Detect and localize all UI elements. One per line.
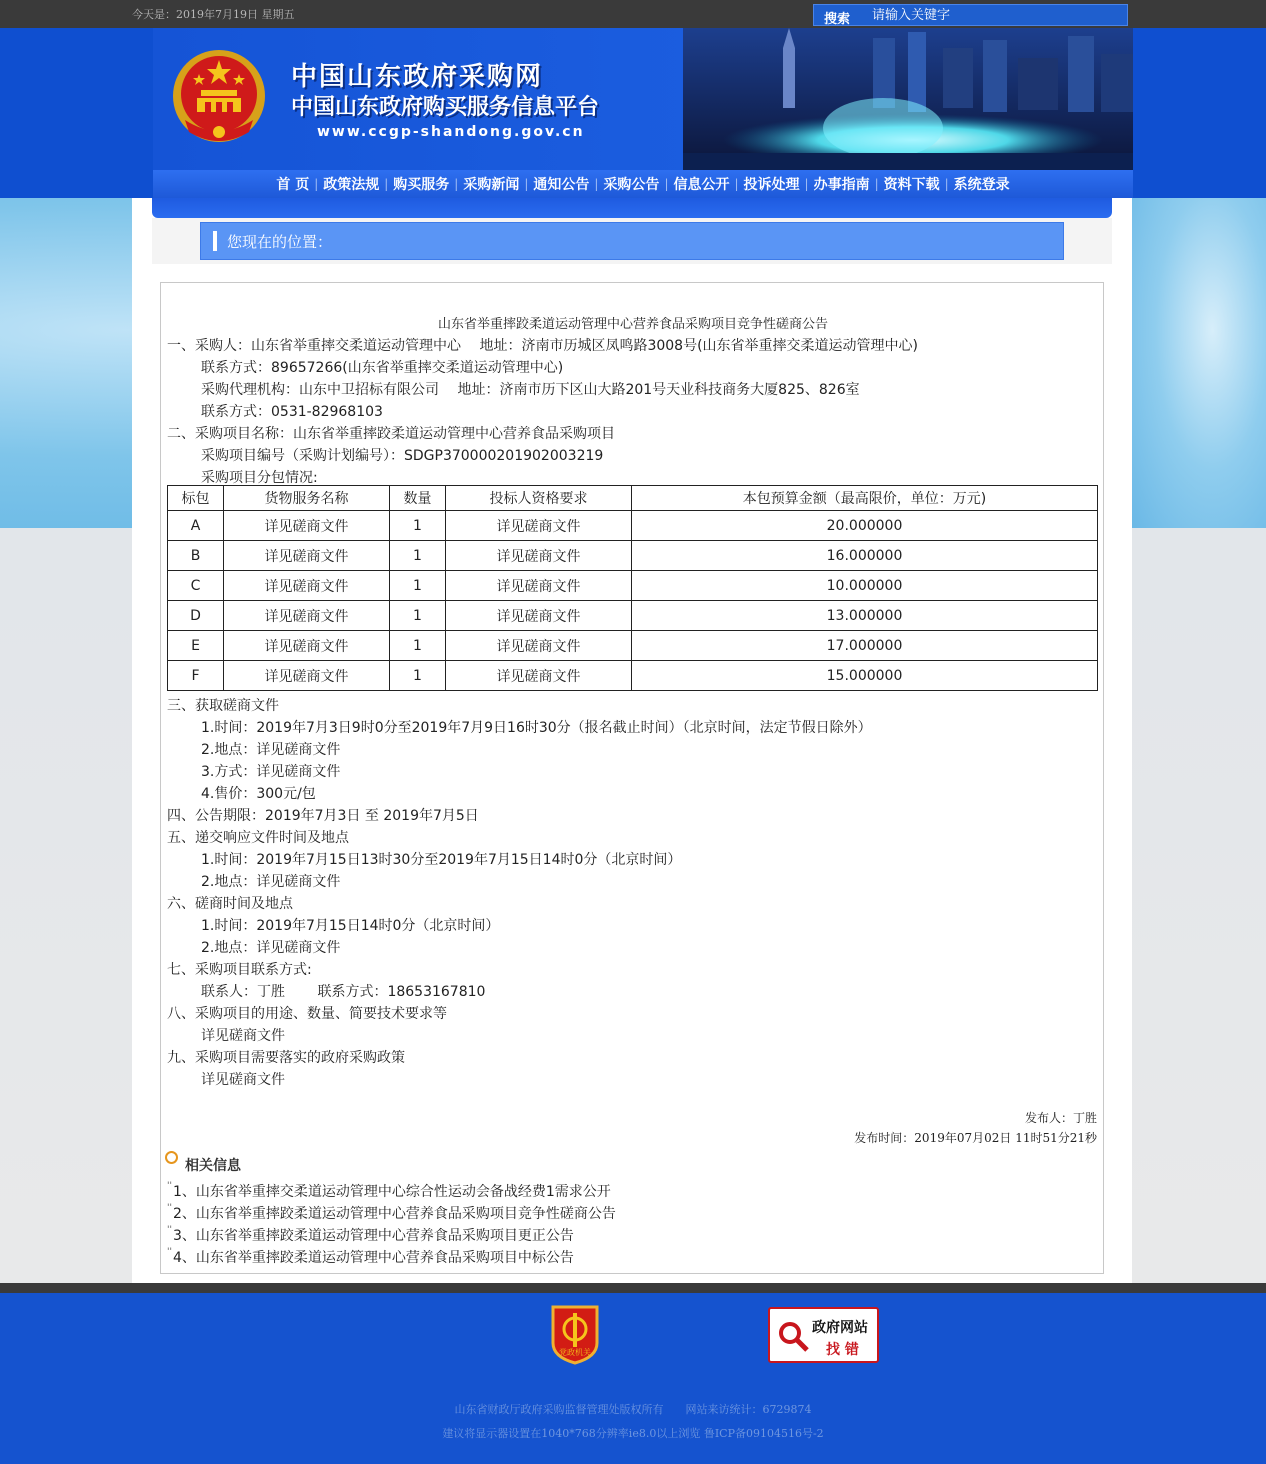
current-date: 今天是：2019年7月19日 星期五 [132,8,295,21]
cell-qualification: 详见磋商文件 [446,661,632,691]
cell-quantity: 1 [390,601,446,631]
section-submission: 五、递交响应文件时间及地点 [167,830,349,846]
nav-downloads[interactable]: 资料下载 [883,177,940,193]
cell-quantity: 1 [390,541,446,571]
site-subtitle: 中国山东政府购买服务信息平台 [291,95,600,120]
cell-qualification: 详见磋商文件 [446,511,632,541]
cell-qualification: 详见磋商文件 [446,631,632,661]
related-link-text[interactable]: 2、山东省举重摔跤柔道运动管理中心营养食品采购项目竞争性磋商公告 [172,1206,616,1222]
nav-separator: | [314,177,319,191]
section-obtain-docs: 三、获取磋商文件 [167,698,279,714]
publish-time: 发布时间：2019年07月02日 11时51分21秒 [854,1131,1097,1145]
section-negotiation: 六、磋商时间及地点 [167,896,293,912]
nav-home[interactable]: 首 页 [276,177,310,193]
table-row [168,511,1098,541]
cell-quantity: 1 [390,511,446,541]
cell-package: B [168,541,224,571]
nav-separator: | [874,177,879,191]
related-title: 相关信息 [185,1158,241,1174]
col-quantity: 数量 [390,486,446,511]
col-budget: 本包预算金额（最高限价，单位：万元) [632,486,1098,511]
nav-separator: | [454,177,459,191]
nav-separator: | [944,177,949,191]
nav-purchase-services[interactable]: 购买服务 [393,177,450,193]
related-link-text[interactable]: 4、山东省举重摔跤柔道运动管理中心营养食品采购项目中标公告 [172,1250,574,1266]
zhaocuo-line2: 找 错 [826,1342,859,1358]
breadcrumb [200,222,1064,260]
magnifier-icon [776,1319,810,1353]
table-row [168,601,1098,631]
nav-separator: | [524,177,529,191]
footer-divider [0,1283,1266,1293]
browser-recommendation: 建议将显示器设置在1040*768分辨率ie8.0以上浏览 鲁ICP备09104516号-2 [442,1427,824,1440]
agency-info: 采购代理机构：山东中卫招标有限公司 地址：济南市历下区山大路201号天业科技商务大厦825、826室 [201,382,860,398]
cell-package: E [168,631,224,661]
cell-package: C [168,571,224,601]
site-footer [0,1293,1266,1464]
breadcrumb-area [152,218,1112,264]
related-link[interactable] [167,1203,616,1223]
col-goods-name: 货物服务名称 [224,486,390,511]
policies-detail: 详见磋商文件 [201,1072,285,1088]
gov-site-error-report-button[interactable] [768,1307,879,1363]
submission-time: 1.时间：2019年7月15日13时30分至2019年7月15日14时0分（北京时间） [201,852,682,868]
nav-separator: | [594,177,599,191]
city-night-image [683,28,1133,170]
nav-complaints[interactable]: 投诉处理 [743,177,800,193]
section-project-name: 二、采购项目名称：山东省举重摔跤柔道运动管理中心营养食品采购项目 [167,426,615,442]
party-government-badge-icon[interactable] [549,1303,601,1365]
cell-quantity: 1 [390,571,446,601]
cell-qualification: 详见磋商文件 [446,601,632,631]
package-table [167,485,1098,691]
contact-person: 联系人：丁胜 联系方式：18653167810 [201,984,486,1000]
cell-quantity: 1 [390,661,446,691]
cell-budget: 15.000000 [632,661,1098,691]
cell-qualification: 详见磋商文件 [446,541,632,571]
main-panel [132,198,1132,1283]
project-number: 采购项目编号（采购计划编号）：SDGP370000201902003219 [201,448,604,464]
section-contact: 七、采购项目联系方式: [167,962,312,978]
col-package: 标包 [168,486,224,511]
site-header [0,28,1266,198]
site-title: 中国山东政府采购网 [291,62,544,92]
article-content [160,282,1104,1274]
nav-separator: | [734,177,739,191]
nav-notices[interactable]: 通知公告 [533,177,590,193]
section-requirements: 八、采购项目的用途、数量、简要技术要求等 [167,1006,447,1022]
nav-news[interactable]: 采购新闻 [463,177,520,193]
article-title: 山东省举重摔跤柔道运动管理中心营养食品采购项目竞争性磋商公告 [437,317,828,332]
link-mark-icon: '' [167,1181,172,1191]
top-bar [0,0,1266,28]
nav-procurement-announcements[interactable]: 采购公告 [603,177,660,193]
obtain-time: 1.时间：2019年7月3日9时0分至2019年7月9日16时30分（报名截止时间）（北京时间，法定节假日除外） [201,720,872,736]
nav-separator: | [384,177,389,191]
section-policies: 九、采购项目需要落实的政府采购政策 [167,1050,405,1066]
zhaocuo-line1: 政府网站 [812,1320,868,1336]
panel-header-bar [152,198,1112,218]
related-link[interactable] [167,1181,611,1201]
table-row [168,661,1098,691]
cell-goods-name: 详见磋商文件 [224,541,390,571]
nav-login[interactable]: 系统登录 [953,177,1010,193]
related-link[interactable] [167,1225,574,1245]
agency-contact: 联系方式：0531-82968103 [201,404,383,420]
search-box [813,4,1128,26]
nav-guide[interactable]: 办事指南 [813,177,870,193]
cell-package: D [168,601,224,631]
submission-place: 2.地点：详见磋商文件 [201,874,341,890]
link-mark-icon: '' [167,1247,172,1257]
negotiation-time: 1.时间：2019年7月15日14时0分（北京时间） [201,918,500,934]
site-url: www.ccgp-shandong.gov.cn [317,124,585,140]
header-banner [153,28,1133,170]
cell-package: F [168,661,224,691]
related-link[interactable] [167,1247,574,1267]
cell-budget: 13.000000 [632,601,1098,631]
breadcrumb-marker [213,231,217,251]
breadcrumb-label: 您现在的位置： [227,233,333,251]
cell-goods-name: 详见磋商文件 [224,601,390,631]
cell-goods-name: 详见磋商文件 [224,571,390,601]
table-row [168,571,1098,601]
cell-budget: 17.000000 [632,631,1098,661]
cell-budget: 10.000000 [632,571,1098,601]
negotiation-place: 2.地点：详见磋商文件 [201,940,341,956]
cell-budget: 20.000000 [632,511,1098,541]
package-info-label: 采购项目分包情况: [201,470,318,486]
cell-goods-name: 详见磋商文件 [224,631,390,661]
search-input[interactable] [872,7,1122,23]
nav-policies[interactable]: 政策法规 [323,177,380,193]
cell-goods-name: 详见磋商文件 [224,511,390,541]
main-nav [153,170,1133,198]
badge-text: 党政机关 [559,1348,591,1357]
section-purchaser: 一、采购人：山东省举重摔交柔道运动管理中心 地址：济南市历城区凤鸣路3008号(山东省举重摔交柔道运动管理中心) [167,338,918,354]
link-mark-icon: '' [167,1203,172,1213]
cell-goods-name: 详见磋商文件 [224,661,390,691]
cell-quantity: 1 [390,631,446,661]
requirements-detail: 详见磋商文件 [201,1028,285,1044]
obtain-place: 2.地点：详见磋商文件 [201,742,341,758]
obtain-price: 4.售价：300元/包 [201,786,316,802]
table-header-row [168,486,1098,511]
publisher: 发布人：丁胜 [1024,1111,1097,1125]
nav-separator: | [664,177,669,191]
circle-bullet-icon [165,1151,178,1164]
table-row [168,541,1098,571]
nav-disclosure[interactable]: 信息公开 [673,177,730,193]
cell-package: A [168,511,224,541]
copyright: 山东省财政厅政府采购监督管理处版权所有 网站来访统计：6729874 [454,1403,812,1416]
related-link-text[interactable]: 1、山东省举重摔交柔道运动管理中心综合性运动会备战经费1需求公开 [172,1184,611,1200]
section-notice-period: 四、公告期限：2019年7月3日 至 2019年7月5日 [167,808,479,824]
related-link-text[interactable]: 3、山东省举重摔跤柔道运动管理中心营养食品采购项目更正公告 [172,1228,574,1244]
search-label[interactable]: 搜索 [824,12,851,27]
purchaser-contact: 联系方式：89657266(山东省举重摔交柔道运动管理中心) [201,360,564,376]
cell-qualification: 详见磋商文件 [446,571,632,601]
col-qualification: 投标人资格要求 [446,486,632,511]
nav-separator: | [804,177,809,191]
national-emblem-icon [171,46,267,150]
cell-budget: 16.000000 [632,541,1098,571]
obtain-method: 3.方式：详见磋商文件 [201,764,341,780]
table-row [168,631,1098,661]
link-mark-icon: '' [167,1225,172,1235]
map-background-right [1132,198,1266,528]
